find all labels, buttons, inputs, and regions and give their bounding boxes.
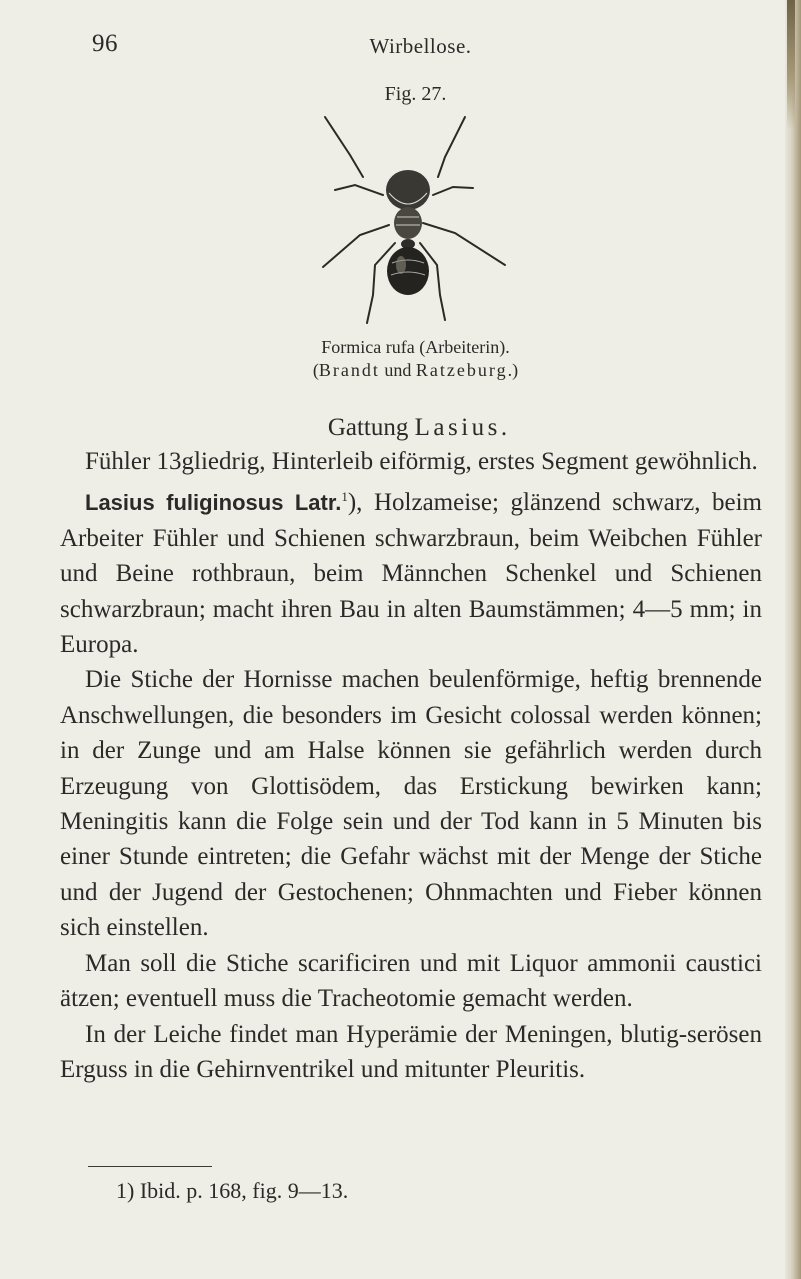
caption-paren: ( <box>312 360 319 380</box>
caption-author-brandt: Brandt <box>318 360 380 380</box>
section-heading <box>0 414 801 442</box>
running-head: Wirbellose. <box>369 34 472 58</box>
species-description: ), Holzameise; glänzend schwarz, beim Arbeiter Fühler und Schienen schwarzbraun, beim Weibchen Fühler und Beine rothbraun, beim Männchen Schenkel und Schienen schwarzbraun; macht ihren Bau in alten Baumstämmen; 4—5 mm; in Europa. <box>60 489 762 659</box>
paragraph-hornet-stings: Die Stiche der Hornisse machen beulenförmige, heftig brennende Anschwellungen, die besonders im Gesicht colossal werden können; in der Zunge und am Halse können sie gefährlich werden durch Erzeugung von Glottisödem, das Erstickung bewirken kann; Meningitis kann die Folge sein und der Tod kann in 5 Minuten bis einer Stunde eintreten; die Gefahr wächst mit der Menge der Stiche und der Jugend der Gestochenen; Ohnmachten und Fieber können sich einstellen. <box>60 666 762 942</box>
footnote-ref: 1 <box>341 489 348 505</box>
paragraph-species <box>60 479 762 662</box>
footnote-rule <box>88 1166 212 1167</box>
caption-and: und <box>379 360 416 380</box>
caption-paren-close: .) <box>507 360 519 380</box>
page-edge-shadow <box>785 0 801 1279</box>
page-edge-stain <box>787 0 795 130</box>
paragraph-autopsy: In der Leiche findet man Hyperämie der Meningen, blutig-serösen Erguss in die Gehirnventrikel und mitunter Pleuritis. <box>60 1020 762 1083</box>
page-number: 96 <box>92 30 118 57</box>
heading-suffix: . <box>500 414 508 441</box>
ant-illustration <box>305 115 515 325</box>
paragraph-treatment: Man soll die Stiche scarificiren und mit Liquor ammonii caustici ätzen; eventuell muss die Tracheotomie gemacht werden. <box>60 949 762 1013</box>
species-name: Lasius fuliginosus Latr. <box>85 490 342 516</box>
figure-label: Fig. 27. <box>384 83 447 105</box>
caption-author-ratzeburg: Ratzeburg <box>415 360 508 380</box>
caption-authors <box>30 359 801 382</box>
figure-caption <box>0 336 801 382</box>
footnote: 1) Ibid. p. 168, fig. 9—13. <box>116 1178 349 1203</box>
heading-genus: Lasius <box>414 414 501 441</box>
paragraph-genus-description: Fühler 13gliedrig, Hinterleib eiförmig, erstes Segment gewöhnlich. <box>85 448 758 475</box>
body-text <box>60 444 762 1087</box>
caption-species: Formica rufa (Arbeiterin). <box>321 337 510 357</box>
heading-prefix: Gattung <box>327 414 415 441</box>
